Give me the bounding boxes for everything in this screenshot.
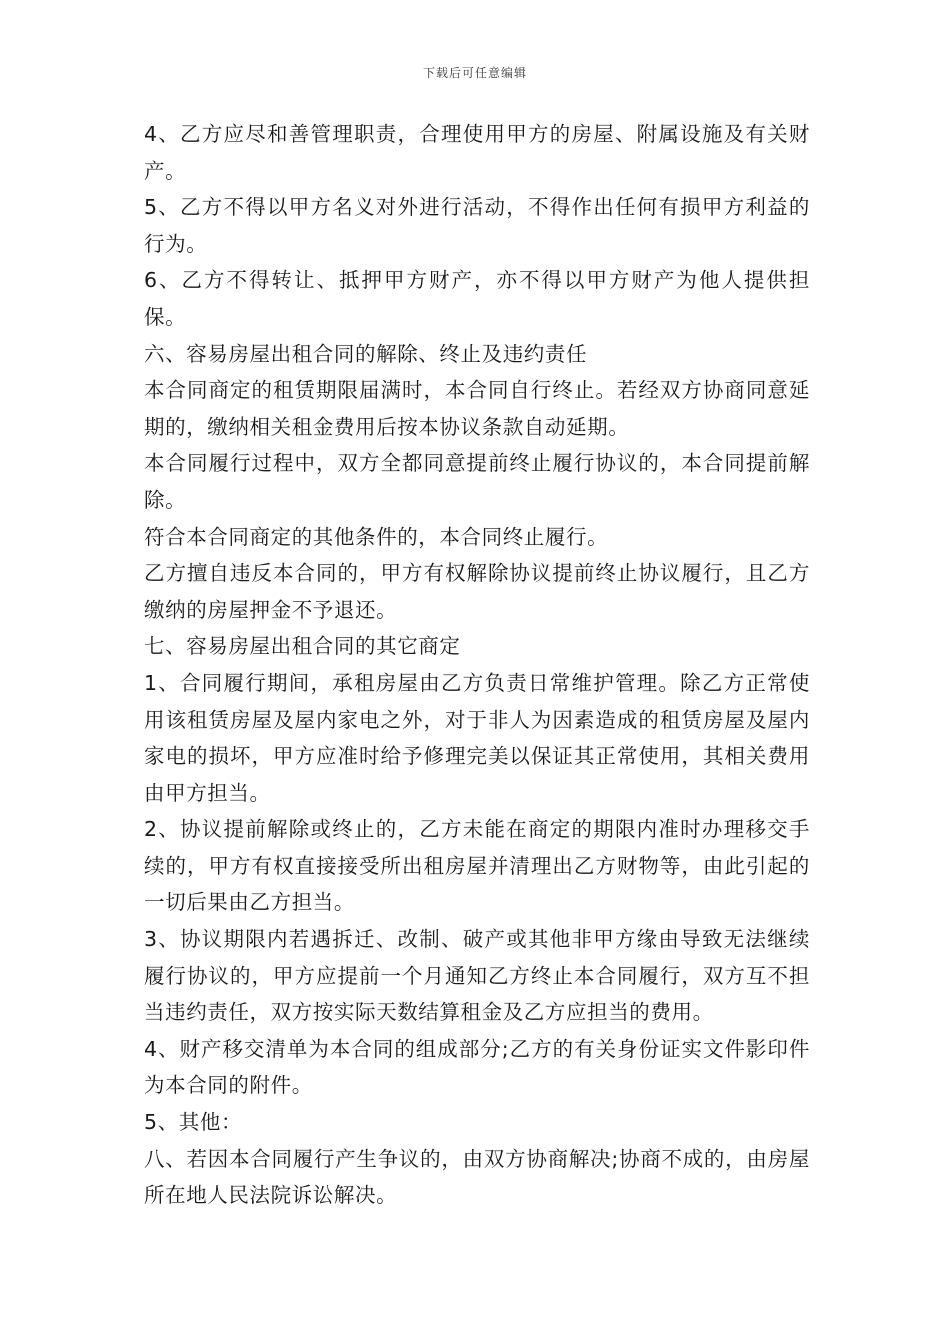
header-note: 下载后可任意编辑 — [422, 66, 527, 80]
paragraph-clause-4-attachments: 4、财产移交清单为本合同的组成部分;乙方的有关身份证实文件影印件为本合同的附件。 — [144, 1036, 810, 1098]
paragraph-clause-5-no-impersonation: 5、乙方不得以甲方名义对外进行活动，不得作出任何有损甲方利益的行为。 — [144, 195, 810, 256]
paragraph-clause-5-other: 5、其他： — [144, 1110, 243, 1135]
paragraph-other-conditions: 符合本合同商定的其他条件的，本合同终止履行。 — [144, 524, 609, 549]
paragraph-term-expiry: 本合同商定的租赁期限届满时，本合同自行终止。若经双方协商同意延期的，缴纳相关租金费用后按本协议条款自动延期。 — [144, 378, 810, 439]
section-heading-seven: 七、容易房屋出租合同的其它商定 — [144, 634, 461, 659]
paragraph-breach-deposit: 乙方擅自违反本合同的，甲方有权解除协议提前终止协议履行，且乙方缴纳的房屋押金不予退还。 — [144, 561, 810, 622]
paragraph-clause-4-duty: 4、乙方应尽和善管理职责，合理使用甲方的房屋、附属设施及有关财产。 — [144, 122, 810, 183]
paragraph-clause-6-no-transfer: 6、乙方不得转让、抵押甲方财产，亦不得以甲方财产为他人提供担保。 — [144, 268, 810, 329]
paragraph-early-termination: 本合同履行过程中，双方全都同意提前终止履行协议的，本合同提前解除。 — [144, 451, 810, 512]
paragraph-clause-1-maintenance: 1、合同履行期间，承租房屋由乙方负责日常维护管理。除乙方正常使用该租赁房屋及屋内家电之外，对于非人为因素造成的租赁房屋及屋内家电的损坏，甲方应准时给予修理完美以保证其正常使用，其相关费用由甲方担当。 — [144, 670, 810, 805]
paragraph-clause-2-handover: 2、协议提前解除或终止的，乙方未能在商定的期限内准时办理移交手续的，甲方有权直接接受所出租房屋并清理出乙方财物等，由此引起的一切后果由乙方担当。 — [144, 817, 810, 915]
document-body — [144, 116, 810, 1214]
section-heading-eight-dispute: 八、若因本合同履行产生争议的，由双方协商解决;协商不成的，由房屋所在地人民法院诉讼解决。 — [144, 1146, 810, 1208]
section-heading-six: 六、容易房屋出租合同的解除、终止及违约责任 — [144, 341, 588, 366]
paragraph-clause-3-force-majeure: 3、协议期限内若遇拆迁、改制、破产或其他非甲方缘由导致无法继续履行协议的，甲方应提前一个月通知乙方终止本合同履行，双方互不担当违约责任，双方按实际天数结算租金及乙方应担当的费用。 — [144, 927, 810, 1025]
